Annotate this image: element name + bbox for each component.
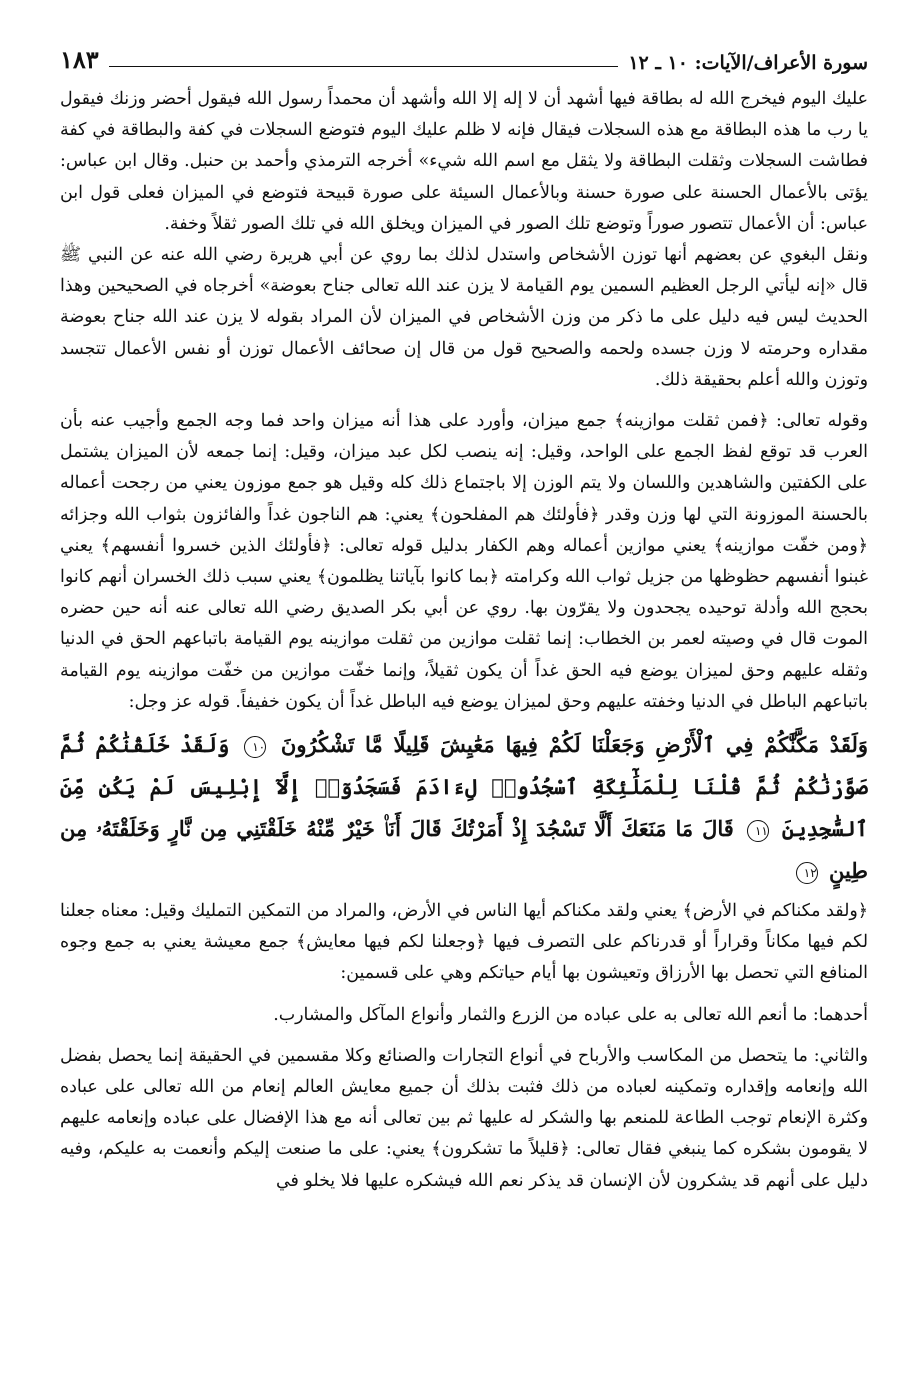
- ayah-marker-12: ١٢: [796, 862, 818, 884]
- paragraph-gap: [60, 1031, 868, 1041]
- header-rule: [109, 66, 619, 67]
- ayah-marker-11: ١١: [747, 820, 769, 842]
- verse-11: وَلَقَدْ خَلَقْنَٰكُمْ ثُمَّ صَوَّرْنَٰكُمْ ثُمَّ قُلْنَا لِلْمَلَٰٓئِكَةِ ٱسْجُدُوا۟ لِءَادَمَ فَسَجَدُوٓا۟ إِلَّآ إِبْلِيسَ لَمْ يَكُن مِّنَ ٱلسَّٰجِدِينَ: [60, 732, 869, 842]
- verse-12: قَالَ مَا مَنَعَكَ أَلَّا تَسْجُدَ إِذْ أَمَرْتُكَ قَالَ أَنَا۠ خَيْرٌ مِّنْهُ خَلَقْتَنِي مِن نَّارٍ وَخَلَقْتَهُۥ مِن طِينٍ: [60, 816, 868, 884]
- paragraph: والثاني: ما يتحصل من المكاسب والأرباح في أنواع التجارات والصنائع وكلا مقسمين في الحقيقة إنما يحصل بفضل الله وإنعامه وإقداره وتمكينه لعباده من ذلك فثبت بذلك أن جميع معايش العالم إنعام من الله تعالى على عباده وكثرة الإنعام توجب الطاعة للمنعم بها والشكر له عليها ثم بين تعالى أنه مع هذا الإفضال على عباده وإنعامه عليهم لا يقومون بشكره كما ينبغي فقال تعالى: ﴿قليلاً ما تشكرون﴾ يعني: على ما صنعت إليكم وأنعمت به عليكم، وفيه دليل على أنهم قد يشكرون لأن الإنسان قد يذكر نعم الله فيشكره عليها فلا يخلو في: [60, 1045, 868, 1191]
- paragraph: أحدهما: ما أنعم الله تعالى به على عباده من الزرع والثمار وأنواع المآكل والمشارب.: [273, 1004, 868, 1025]
- paragraph: ونقل البغوي عن بعضهم أنها توزن الأشخاص واستدل لذلك بما روي عن أبي هريرة رضي الله عنه عن النبي ﷺ قال «إنه ليأتي الرجل العظيم السمين يوم القيامة لا يزن عند الله تعالى جناح بعوضة» أخرجاه في الصحيحين وهذا الحديث ليس فيه دليل على ما ذكر من وزن الأشخاص في الميزان لأن المراد بقوله لا يزن عند الله جناح بعوضة مقداره وحرمته لا وزن جسده ولحمه والصحيح قول من قال إن صحائف الأعمال توزن أو نفس الأعمال تتجسد وتوزن والله أعلم بحقيقة ذلك.: [60, 245, 868, 390]
- quran-verses: [60, 724, 868, 892]
- paragraph: عليك اليوم فيخرج الله له بطاقة فيها أشهد أن لا إله إلا الله وأشهد أن محمداً رسول الله فيقول أحضر وزنك فيقول يا رب ما هذه البطاقة مع هذه السجلات فيقال فإنه لا ظلم عليك اليوم فتوضع السجلات في كفة والبطاقة في كفة فطاشت السجلات وثقلت البطاقة ولا يثقل مع اسم الله شيء» أخرجه الترمذي وأحمد بن حنبل. وقال ابن عباس: يؤتى بالأعمال الحسنة على صورة حسنة وبالأعمال السيئة على صورة قبيحة فتوضع في الميزان فعلى قول ابن عباس: أن الأعمال تتصور صوراً وتوضع تلك الصور في الميزان ويخلق الله في تلك الصور ثقلاً وخفة.: [60, 89, 868, 234]
- running-title: سورة الأعراف/الآيات: ١٠ ـ ١٢: [628, 52, 868, 74]
- page-header: [60, 40, 868, 74]
- ayah-marker-10: ١٠: [244, 736, 266, 758]
- paragraph-gap: [60, 396, 868, 406]
- body-text: [60, 84, 868, 1197]
- page-number: ١٨٣: [60, 45, 99, 74]
- paragraph-gap: [60, 990, 868, 1000]
- paragraph: وقوله تعالى: ﴿فمن ثقلت موازينه﴾ جمع ميزان، وأورد على هذا أنه ميزان واحد فما وجه الجمع وأجيب عنه بأن العرب قد توقع لفظ الجمع على الواحد، وقيل: إنه ينصب لكل عبد ميزان، وقيل: إنما جمعه لأن الميزان يشتمل على الكفتين والشاهدين واللسان ولا يتم الوزن إلا باجتماع ذلك كله وقيل هو جمع موزون يعني من رجحت أعماله بالحسنة الموزونة التي لها وزن وقدر ﴿فأولئك هم المفلحون﴾ يعني: هم الناجون غداً والفائزون بثواب الله وجزائه ﴿ومن خفّت موازينه﴾ يعني موازين أعماله وهم الكفار بدليل قوله تعالى: ﴿فأولئك الذين خسروا أنفسهم﴾ يعني غبنوا أنفسهم حظوظها من جزيل ثواب الله وكرامته ﴿بما كانوا بآياتنا يظلمون﴾ يعني سبب ذلك الخسران أنهم كانوا بحجج الله وأدلة توحيده يجحدون ولا يقرّون بها. روي عن أبي بكر الصديق رضي الله تعالى عنه أنه حين حضره الموت قال في وصيته لعمر بن الخطاب: إنما ثقلت موازين من ثقلت موازينه يوم القيامة باتباعهم الحق في الدنيا وثقله عليهم وحق لميزان يوضع فيه الحق غداً أن يكون ثقيلاً، وإنما خفّت موازين من خفّت موازينه يوم القيامة باتباعهم الباطل في الدنيا وخفته عليهم وحق لميزان يوضع فيه الباطل غداً أن يكون خفيفاً. قوله عز وجل:: [60, 411, 868, 712]
- verse-10: وَلَقَدْ مَكَّنَّٰكُمْ فِي ٱلْأَرْضِ وَجَعَلْنَا لَكُمْ فِيهَا مَعَٰيِشَ قَلِيلًا مَّا تَشْكُرُونَ: [280, 732, 868, 758]
- paragraph: ﴿ولقد مكناكم في الأرض﴾ يعني ولقد مكناكم أيها الناس في الأرض، والمراد من التمكين التمليك وقيل: معناه جعلنا لكم فيها مكاناً وقراراً أو قدرناكم على التصرف فيها ﴿وجعلنا لكم فيها معايش﴾ جمع معيشة يعني به جمع وجوه المنافع التي تحصل بها الأرزاق وتعيشون بها أيام حياتكم وهي على قسمين:: [60, 901, 868, 984]
